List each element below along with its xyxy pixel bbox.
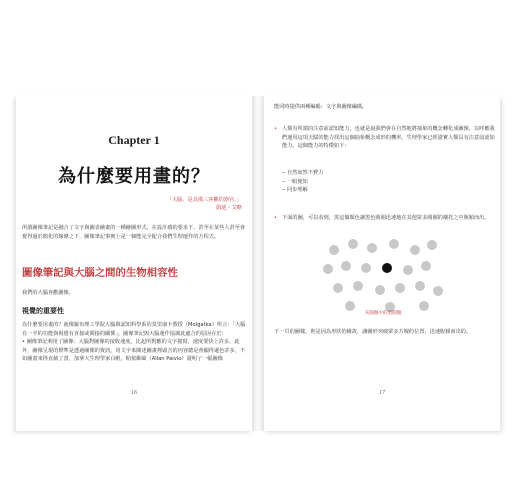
grey-dot — [421, 261, 431, 271]
chapter-title: 為什麼要用畫的？ — [58, 166, 210, 187]
figure-caption: 灰圓圈中的黑圓圈 — [364, 311, 402, 316]
page-number-right: 17 — [379, 390, 385, 396]
left-page — [16, 96, 252, 431]
body-paragraph: 為什麼要用畫的？就像羅布理工學院大腦與認知科學系的莫里康卡教授（Molgatka）所言：「大腦有一半的功能與視覺有直接或間接的關係」。圖像筆記與大腦運作協調此處合的原因在於： • 圖像筆記利用了圖像：大腦對圖像的接收速度，比起所對應的文字描寫，速度要快上許多，此外，圖像呈現的標準是透過圖像的資訊，用文字來陳述圖畫裡頭含的內容總是會顯得遜色許多，不如圖畫來得直截了當，加拿大生理學家白帆，帕依維歐（Allan Paivio）證明了一幅圖像 — [22, 322, 246, 363]
chapter-label: Chapter 1 — [108, 133, 160, 147]
dot-figure — [320, 236, 446, 314]
grey-dot — [333, 283, 343, 293]
grey-dot — [341, 261, 351, 271]
grey-dot — [433, 286, 443, 296]
intro-paragraph: 所謂圖像筆記是融合了文字與圖表繪畫的一種繪圖形式，在設計感的要求下，甚至在某些人甚至會覺得過於簡化的線條之下，圖像筆記事實上是一個能完全配合我們生理運作的方程式。 — [22, 225, 246, 240]
epigraph-author: 凱迪・艾略 — [216, 205, 242, 211]
grey-dot — [329, 245, 339, 255]
bullet-icon: • — [274, 215, 278, 221]
epigraph-quote — [167, 196, 242, 212]
black-dot — [382, 263, 392, 273]
right-page — [264, 96, 500, 431]
grey-dot — [348, 239, 358, 249]
bullet-figure-intro — [274, 214, 496, 223]
feature-list — [282, 169, 323, 195]
grey-dot — [395, 283, 405, 293]
grey-dot — [353, 281, 363, 291]
page-number-left: 16 — [131, 390, 137, 396]
section-heading: 圖像筆記與大腦之間的生物相容性 — [22, 267, 178, 279]
grey-dot — [375, 285, 385, 295]
grey-dot — [323, 264, 333, 274]
list-item: ‒ 自然而然不費力 — [282, 170, 324, 176]
bullet-text: 人類有所謂的注意前認知能力，也就是說我們會在自然地將抽象的概念轉化成圖像，以呼應我們運用這項天賦的能力找出這個抽象概念成形的機率。生理學家已經證實人類具有注意前認知能力。這個能力的特徵如下： — [282, 126, 495, 150]
section-intro: 我們的大腦喜歡圖像。 — [22, 290, 74, 296]
list-item: ‒ 一眼便知 — [282, 178, 308, 185]
bullet-preattentive — [274, 125, 496, 151]
subheading: 視覺的重要性 — [22, 307, 64, 315]
epigraph-text: 「大腦，是具備三客觀的器官。」 — [166, 197, 242, 203]
closing-paragraph: 下一頁的圖樣，則是因為形狀的緣故，讓圖形突破眾多方塊的位置，迅速脫穎而出的。 — [274, 329, 472, 335]
book-gutter — [252, 96, 264, 431]
bullet-icon: • — [274, 126, 278, 132]
grey-dot — [389, 239, 399, 249]
grey-dot — [427, 240, 437, 250]
grey-dot — [415, 281, 425, 291]
grey-dot — [361, 263, 371, 273]
list-item: ‒ 同步理解 — [282, 187, 308, 194]
grey-dot — [367, 243, 377, 253]
grey-dot — [403, 265, 413, 275]
grey-dot — [410, 245, 420, 255]
bullet-text: 下面的圖，可以看到，黑這個顏色讓黑色圓圈迅速地在其他眾多圓圈的襯托之中脫穎而出。 — [282, 215, 490, 221]
continued-paragraph: 能同時提供兩種編碼：文字與圖像編碼。 — [274, 104, 368, 110]
